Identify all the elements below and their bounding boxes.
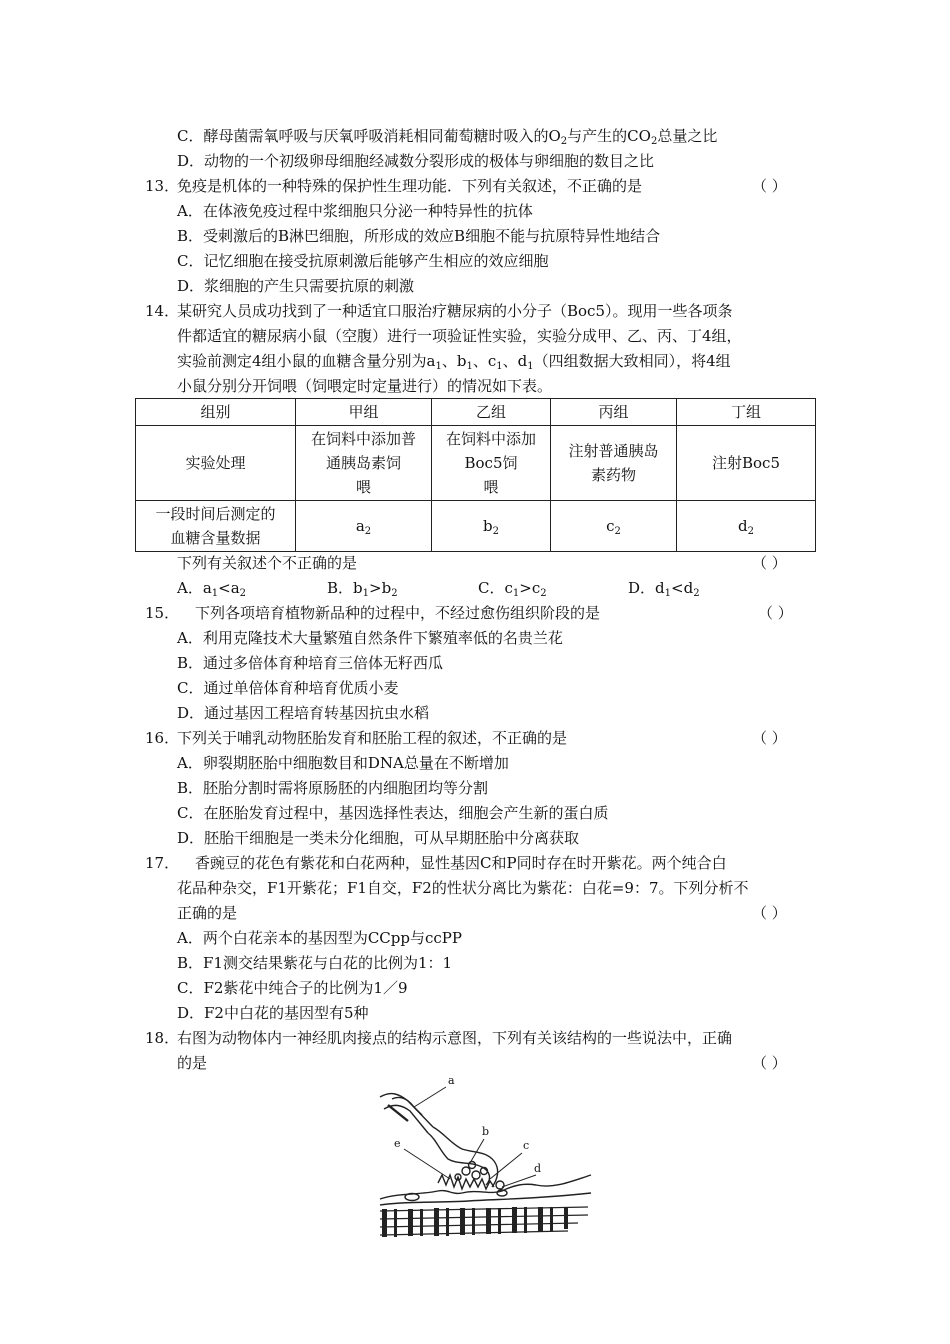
q14-question: 下列有关叙述个不正确的是 (177, 554, 358, 572)
experiment-table (135, 398, 816, 552)
q14-stem-line3: 实验前测定4组小鼠的血糖含量分别为$a_1$、$b_1$、$c_1$、$d_1$（四组数据大致相同），将4组 (177, 352, 731, 372)
q18-stem-line1: 右图为动物体内一神经肌肉接点的结构示意图，下列有关该结构的一些说法中，正确 (177, 1029, 733, 1047)
axon-outline-icon (380, 1094, 433, 1127)
q17-number: 17． (145, 854, 180, 872)
q13-option-a: A．在体液免疫过程中浆细胞只分泌一种特异性的抗体 (177, 202, 533, 220)
q14-stem-line4: 小鼠分别分开饲喂（饲喂定时定量进行）的情况如下表。 (177, 377, 553, 395)
q17-stem-line1: 香豌豆的花色有紫花和白花两种，显性基因C和P同时存在时开紫花。两个纯合白 (195, 854, 727, 872)
table-cell: 注射Boc5 (677, 426, 816, 501)
table-cell: $b_2$ (432, 501, 551, 552)
table-row-label: 一段时间后测定的 血糖含量数据 (136, 501, 296, 552)
table-cell: 在饲料中添加 Boc5饲 喂 (432, 426, 551, 501)
q16-option-b: B．胚胎分割时需将原肠胚的内细胞团均等分割 (177, 779, 489, 797)
q17-option-a: A．两个白花亲本的基因型为CCpp与ccPP (177, 929, 462, 947)
table-row (136, 501, 816, 552)
q16-option-d: D．胚胎干细胞是一类未分化细胞，可从早期胚胎中分离获取 (177, 829, 580, 847)
q15-answer-paren: （ ） (758, 604, 793, 622)
table-row-label: 实验处理 (136, 426, 296, 501)
table-cell: $c_2$ (551, 501, 677, 552)
q17-stem-line2: 花品种杂交，F1开紫花；F1自交，F2的性状分离比为紫花：白花=9：7。下列分析不 (177, 879, 749, 897)
q16-answer-paren: （ ） (752, 729, 787, 747)
q15-option-a: A．利用克隆技术大量繁殖自然条件下繁殖率低的名贵兰花 (177, 629, 563, 647)
q13-number: 13． (145, 177, 180, 195)
table-cell: 在饲料中添加普 通胰岛素饲 喂 (296, 426, 432, 501)
q13-stem: 免疫是机体的一种特殊的保护性生理功能．下列有关叙述，不正确的是 (177, 177, 643, 195)
q14-option-c: C．$c_1>c_2$ (478, 579, 547, 599)
q14-number: 14． (145, 302, 180, 320)
table-header-cell: 乙组 (432, 399, 551, 426)
q17-option-c: C．F2紫花中纯合子的比例为1／9 (177, 979, 408, 997)
table-header-cell: 组别 (136, 399, 296, 426)
q14-option-a: A．$a_1<a_2$ (177, 579, 247, 599)
q17-option-d: D．F2中白花的基因型有5种 (177, 1004, 369, 1022)
q14-stem-line2: 件都适宜的糖尿病小鼠（空腹）进行一项验证性实验，实验分成甲、乙、丙、丁4组， (177, 327, 742, 345)
q18-stem-line2: 的是 (177, 1054, 208, 1072)
q15-number: 15． (145, 604, 180, 622)
q15-option-d: D．通过基因工程培育转基因抗虫水稻 (177, 704, 430, 722)
q14-answer-paren: （ ） (752, 554, 787, 572)
label-c: c (523, 1139, 530, 1152)
table-header-row (136, 399, 816, 426)
q16-option-c: C．在胚胎发育过程中，基因选择性表达，细胞会产生新的蛋白质 (177, 804, 609, 822)
label-a: a (448, 1075, 455, 1087)
q17-answer-paren: （ ） (752, 904, 787, 922)
q14-option-b: B．$b_1>b_2$ (327, 579, 398, 599)
table-header-cell: 甲组 (296, 399, 432, 426)
q13-answer-paren: （ ） (752, 177, 787, 195)
table-row (136, 426, 816, 501)
table-header-cell: 丁组 (677, 399, 816, 426)
q12-option-d: D．动物的一个初级卵母细胞经减数分裂形成的极体与卵细胞的数目之比 (177, 152, 655, 170)
table-cell: 注射普通胰岛 素药物 (551, 426, 677, 501)
table-cell: $a_2$ (296, 501, 432, 552)
q17-stem-line3: 正确的是 (177, 904, 238, 922)
q13-option-c: C．记忆细胞在接受抗原刺激后能够产生相应的效应细胞 (177, 252, 549, 270)
q14-stem-line1: 某研究人员成功找到了一种适宜口服治疗糖尿病的小分子（Boc5）。现用一些各项条 (177, 302, 733, 320)
label-b: b (482, 1125, 490, 1138)
q16-option-a: A．卵裂期胚胎中细胞数目和DNA总量在不断增加 (177, 754, 509, 772)
q15-option-b: B．通过多倍体育种培育三倍体无籽西瓜 (177, 654, 444, 672)
q13-option-d: D．浆细胞的产生只需要抗原的刺激 (177, 277, 415, 295)
q16-stem: 下列关于哺乳动物胚胎发育和胚胎工程的叙述，不正确的是 (177, 729, 568, 747)
table-cell: $d_2$ (677, 501, 816, 552)
neuromuscular-junction-diagram (378, 1075, 593, 1243)
muscle-striations-icon (382, 1207, 568, 1237)
q12-option-c: C．酵母菌需氧呼吸与厌氧呼吸消耗相同葡萄糖时吸入的$O_2$与产生的$CO_2$总量之比 (177, 127, 718, 147)
q16-number: 16． (145, 729, 180, 747)
q15-stem: 下列各项培育植物新品种的过程中，不经过愈伤组织阶段的是 (195, 604, 601, 622)
q17-option-b: B．F1测交结果紫花与白花的比例为1：1 (177, 954, 453, 972)
q15-option-c: C．通过单倍体育种培育优质小麦 (177, 679, 399, 697)
label-d: d (534, 1162, 542, 1175)
q18-number: 18． (145, 1029, 180, 1047)
q18-answer-paren: （ ） (752, 1054, 787, 1072)
table-header-cell: 丙组 (551, 399, 677, 426)
q14-option-d: D．$d_1<d_2$ (628, 579, 700, 599)
q13-option-b: B．受刺激后的B淋巴细胞，所形成的效应B细胞不能与抗原特异性地结合 (177, 227, 661, 245)
label-e: e (394, 1137, 401, 1150)
